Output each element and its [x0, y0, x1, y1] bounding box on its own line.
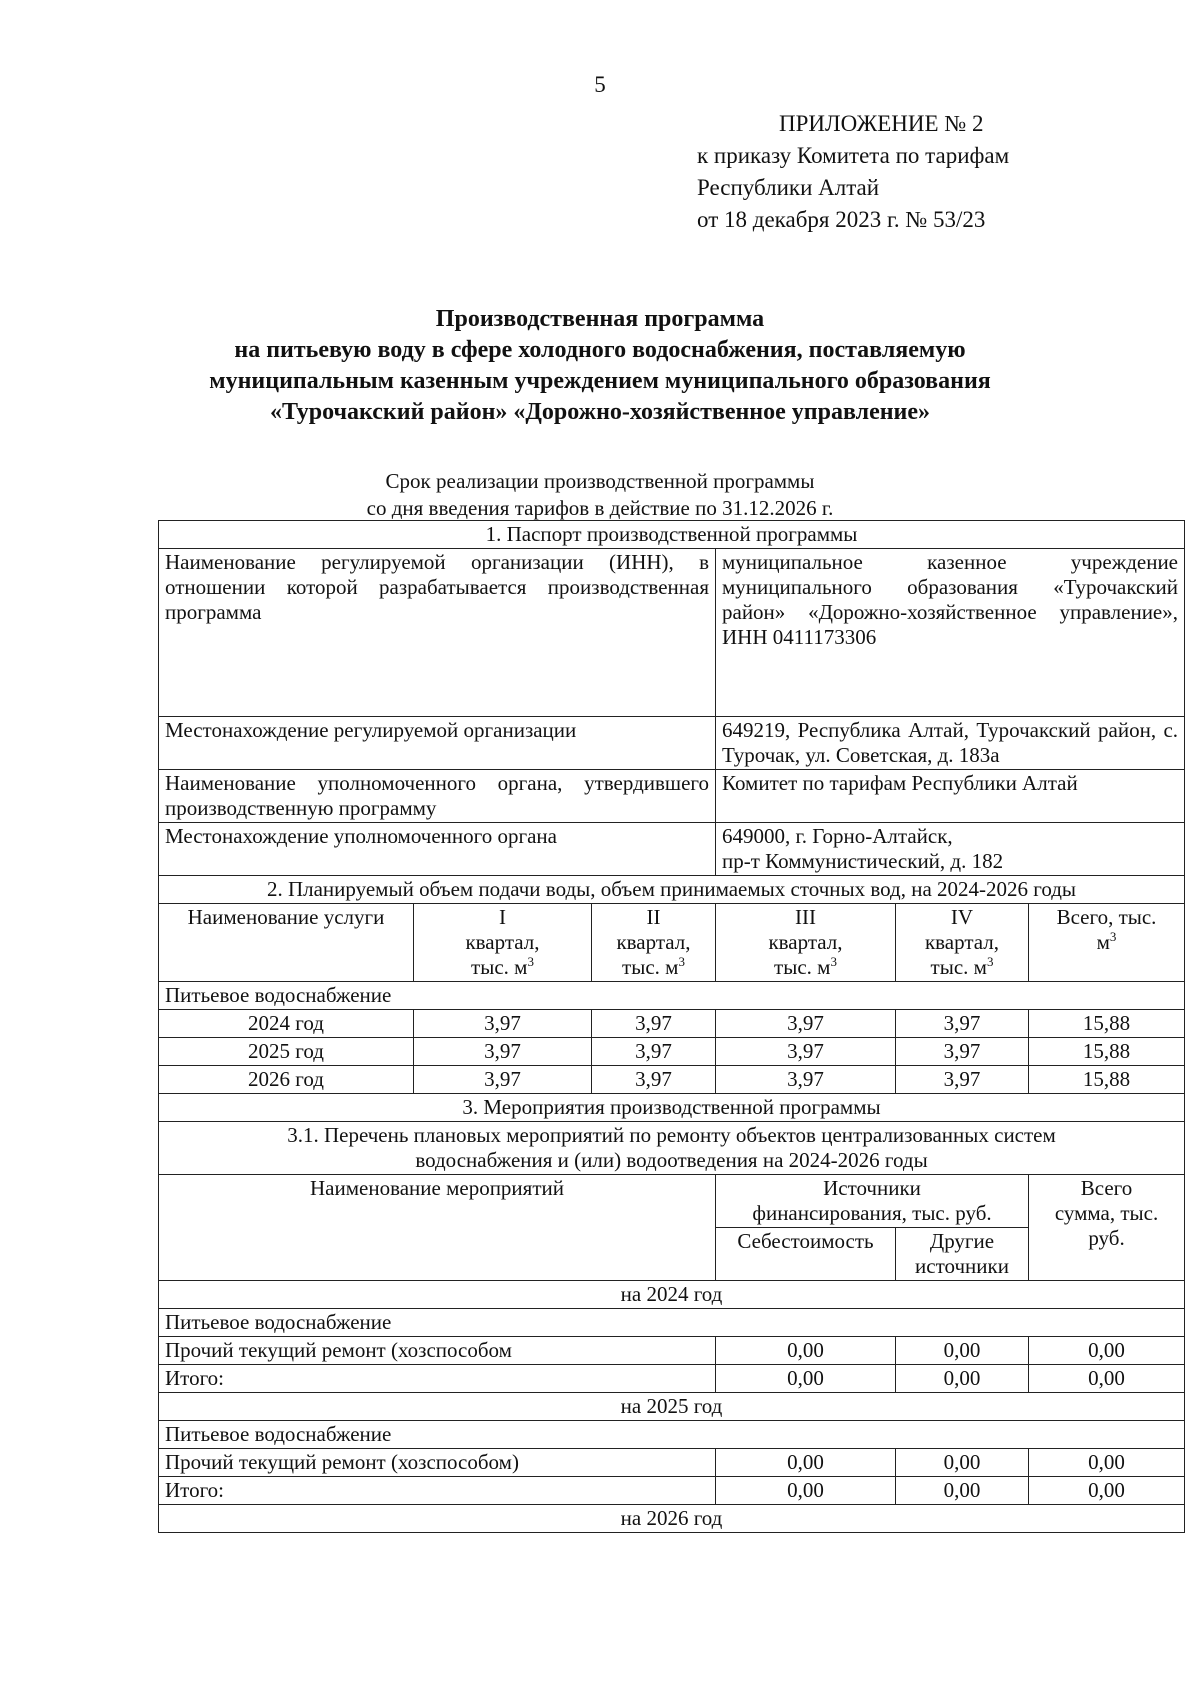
- itogo-label: Итого:: [159, 1477, 716, 1505]
- itogo-other: 0,00: [896, 1365, 1029, 1393]
- quarter-word: квартал,: [465, 930, 540, 954]
- col-q4-header: [896, 904, 1029, 982]
- measure-cost: 0,00: [716, 1337, 896, 1365]
- unit-sup: 3: [527, 954, 534, 969]
- year-label: 2024 год: [159, 1010, 414, 1038]
- year-row: [159, 1505, 1185, 1533]
- sources-line: Источники: [823, 1176, 921, 1200]
- org-name-row: [159, 549, 1185, 717]
- q1-value: 3,97: [414, 1038, 592, 1066]
- q1-value: 3,97: [414, 1010, 592, 1038]
- col-total-sum-header: [1029, 1175, 1185, 1281]
- section3-header-row: [159, 1094, 1185, 1122]
- col-q2-header: [592, 904, 716, 982]
- total-value: 15,88: [1029, 1010, 1185, 1038]
- org-location-label: Местонахождение регулируемой организации: [159, 717, 716, 770]
- quarter-numeral: IV: [950, 905, 974, 929]
- term-line: Срок реализации производственной программы: [385, 469, 815, 493]
- q4-value: 3,97: [896, 1038, 1029, 1066]
- authority-location-label: Местонахождение уполномоченного органа: [159, 823, 716, 876]
- volume-row: [159, 1010, 1185, 1038]
- unit-label: тыс. м: [471, 955, 528, 979]
- unit-label: тыс. м: [930, 955, 987, 979]
- year-label: 2025 год: [159, 1038, 414, 1066]
- appendix-line: от 18 декабря 2023 г. № 53/23: [697, 207, 986, 232]
- measure-total: 0,00: [1029, 1449, 1185, 1477]
- q2-value: 3,97: [592, 1038, 716, 1066]
- q3-value: 3,97: [716, 1038, 896, 1066]
- quarter-numeral: III: [795, 905, 816, 929]
- measure-service-row: [159, 1309, 1185, 1337]
- measure-cost: 0,00: [716, 1449, 896, 1477]
- program-table: [158, 520, 1185, 1533]
- col-total-header: [1029, 904, 1185, 982]
- quarter-numeral: I: [499, 905, 506, 929]
- unit-sup: 3: [1109, 929, 1117, 944]
- appendix-line: к приказу Комитета по тарифам: [697, 143, 1010, 168]
- q3-value: 3,97: [716, 1010, 896, 1038]
- col-cost-header: Себестоимость: [716, 1228, 896, 1281]
- volume-row: [159, 1066, 1185, 1094]
- measure-row: [159, 1337, 1185, 1365]
- measure-row: [159, 1449, 1185, 1477]
- year-row: [159, 1393, 1185, 1421]
- quarter-word: квартал,: [616, 930, 691, 954]
- total-sum-line: руб.: [1088, 1226, 1125, 1250]
- measure-name: Прочий текущий ремонт (хозспособом: [159, 1337, 716, 1365]
- col-service-header: Наименование услуги: [159, 904, 414, 982]
- q4-value: 3,97: [896, 1066, 1029, 1094]
- q2-value: 3,97: [592, 1066, 716, 1094]
- itogo-label: Итого:: [159, 1365, 716, 1393]
- section2-header-row: [159, 876, 1185, 904]
- subheader-line: водоснабжения и (или) водоотведения на 2024-2026 годы: [415, 1148, 928, 1172]
- year-heading: на 2026 год: [159, 1505, 1185, 1533]
- measure-other: 0,00: [896, 1449, 1029, 1477]
- total-value: 15,88: [1029, 1066, 1185, 1094]
- service-row: [159, 982, 1185, 1010]
- authority-name-label: Наименование уполномоченного органа, утвердившего производственную программу: [159, 770, 716, 823]
- measure-name: Прочий текущий ремонт (хозспособом): [159, 1449, 716, 1477]
- section3-subheader-row: [159, 1122, 1185, 1175]
- measure-service: Питьевое водоснабжение: [159, 1309, 1185, 1337]
- itogo-other: 0,00: [896, 1477, 1029, 1505]
- measure-total: 0,00: [1029, 1337, 1185, 1365]
- total-sum-line: сумма, тыс.: [1054, 1201, 1159, 1225]
- authority-location-line: пр-т Коммунистический, д. 182: [722, 849, 1004, 873]
- appendix-line: Республики Алтай: [697, 175, 880, 200]
- col-q3-header: [716, 904, 896, 982]
- itogo-row: [159, 1365, 1185, 1393]
- subheader-line: 3.1. Перечень плановых мероприятий по ремонту объектов централизованных систем: [287, 1123, 1056, 1147]
- itogo-row: [159, 1477, 1185, 1505]
- document-title: [120, 304, 1080, 428]
- title-line: на питьевую воду в сфере холодного водоснабжения, поставляемую: [234, 337, 966, 363]
- col-measures-header: Наименование мероприятий: [159, 1175, 716, 1281]
- year-heading: на 2024 год: [159, 1281, 1185, 1309]
- q3-value: 3,97: [716, 1066, 896, 1094]
- volume-row: [159, 1038, 1185, 1066]
- section1-header-row: [159, 521, 1185, 549]
- itogo-total: 0,00: [1029, 1365, 1185, 1393]
- unit-label: тыс. м: [774, 955, 831, 979]
- col-q1-header: [414, 904, 592, 982]
- quarter-word: квартал,: [924, 930, 1000, 954]
- measure-other: 0,00: [896, 1337, 1029, 1365]
- title-line: Производственная программа: [435, 306, 765, 332]
- col-sources-header: [716, 1175, 1029, 1228]
- org-location-value: 649219, Республика Алтай, Турочакский район, с. Турочак, ул. Советская, д. 183а: [716, 717, 1185, 770]
- q1-value: 3,97: [414, 1066, 592, 1094]
- itogo-total: 0,00: [1029, 1477, 1185, 1505]
- year-label: 2026 год: [159, 1066, 414, 1094]
- org-name-value: муниципальное казенное учреждение муниципального образования «Турочакский район» «Дорожно-хозяйственное управление», ИНН 0411173306: [716, 549, 1185, 717]
- unit-sup: 3: [678, 954, 685, 969]
- quarter-numeral: II: [646, 905, 661, 929]
- authority-location-value: [716, 823, 1185, 876]
- sources-line: финансирования, тыс. руб.: [752, 1201, 992, 1225]
- unit-sup: 3: [830, 954, 837, 969]
- total-value: 15,88: [1029, 1038, 1185, 1066]
- appendix-block: [697, 108, 1009, 236]
- total-unit: м: [1096, 930, 1110, 954]
- authority-location-line: 649000, г. Горно-Алтайск,: [722, 824, 953, 848]
- unit-label: тыс. м: [622, 955, 679, 979]
- measure-service: Питьевое водоснабжение: [159, 1421, 1185, 1449]
- section1-header: 1. Паспорт производственной программы: [159, 521, 1185, 549]
- authority-location-row: [159, 823, 1185, 876]
- measure-service-row: [159, 1421, 1185, 1449]
- service-name: Питьевое водоснабжение: [159, 982, 1185, 1010]
- itogo-cost: 0,00: [716, 1365, 896, 1393]
- year-row: [159, 1281, 1185, 1309]
- total-sum-line: Всего: [1080, 1176, 1133, 1200]
- authority-name-row: [159, 770, 1185, 823]
- term-line: со дня введения тарифов в действие по 31.12.2026 г.: [366, 496, 834, 520]
- year-heading: на 2025 год: [159, 1393, 1185, 1421]
- unit-sup: 3: [986, 954, 994, 969]
- section2-header: 2. Планируемый объем подачи воды, объем принимаемых сточных вод, на 2024-2026 годы: [159, 876, 1185, 904]
- other-line: Другие: [929, 1229, 995, 1253]
- section2-column-headers: [159, 904, 1185, 982]
- section3-header: 3. Мероприятия производственной программы: [159, 1094, 1185, 1122]
- other-line: источники: [915, 1254, 1009, 1278]
- title-line: «Турочакский район» «Дорожно-хозяйственное управление»: [269, 399, 931, 425]
- q4-value: 3,97: [896, 1010, 1029, 1038]
- org-name-label: Наименование регулируемой организации (ИНН), в отношении которой разрабатывается производственная программа: [159, 549, 716, 717]
- quarter-word: квартал,: [768, 930, 843, 954]
- authority-name-value: Комитет по тарифам Республики Алтай: [716, 770, 1185, 823]
- q2-value: 3,97: [592, 1010, 716, 1038]
- col-other-header: [896, 1228, 1029, 1281]
- total-label: Всего, тыс.: [1056, 905, 1157, 929]
- org-location-row: [159, 717, 1185, 770]
- section3-subheader: [159, 1122, 1185, 1175]
- page-number: 5: [594, 72, 606, 97]
- appendix-title: ПРИЛОЖЕНИЕ № 2: [779, 111, 984, 136]
- title-line: муниципальным казенным учреждением муниципального образования: [209, 368, 991, 394]
- measures-header-row-1: [159, 1175, 1185, 1228]
- itogo-cost: 0,00: [716, 1477, 896, 1505]
- term-block: [120, 468, 1080, 522]
